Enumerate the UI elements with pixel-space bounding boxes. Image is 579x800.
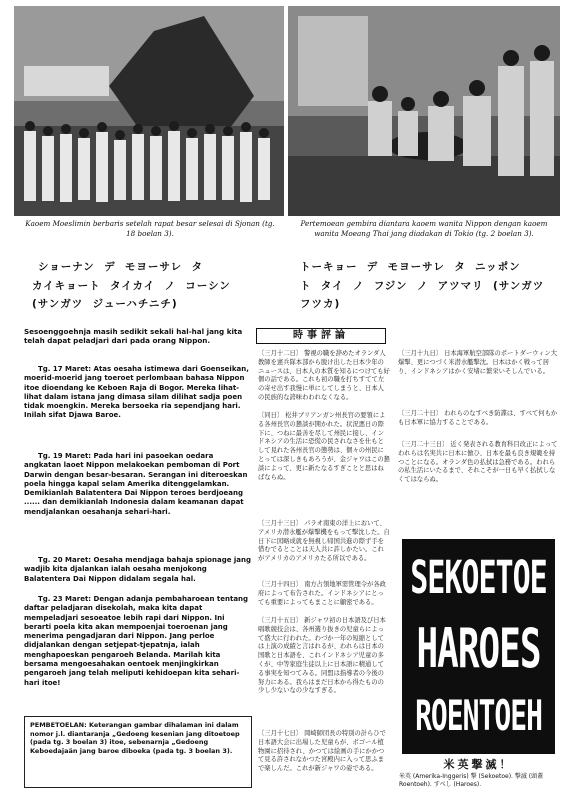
left-headline-line3: (サンガツ ジューハチニチ) <box>32 298 178 310</box>
propaganda-poster <box>402 539 555 754</box>
paragraph-body: Pada hari ini pasoekan oedara angkatan laoet Nippon melakoekan pemboman di Port Darwin dengan besar-besaran. Serangan ini diteroeskan poela hingga kapal selam Amerika ditenggelamkan. Demikianlah Balatentera Dai Nippon teroes berdjoeang ...... dan demikianlah Indonesia dalam keamanan dapat mendjalankan oesahanja sehari-hari. <box>24 452 248 516</box>
paragraph-date: Tg. 19 Maret: <box>38 452 92 460</box>
column-item-mar23: 〔三月二十三日〕 近く発表される教育科目改正によってわれらは名実共に日本に倣ひ、日本を最も良き規範を持つことになる。オランダ色の払拭は急務である。われらの私生活にいたるまで、それこそが一日も早く払拭しなくてはならぬ。 <box>398 441 558 484</box>
paragraph-date: Tg. 17 Maret: <box>38 365 92 373</box>
paragraph-body: Dengan adanja pembaharoean tentang daftar peladjaran disekolah, maka kita dapat mempeladjari sesoeatoe lebih rapi dari Nippon. Ini berarti poela kita akan mempoenjai toeroenan jang menerima pengadjaran dari Nippon. Jang perloe didjalankan dengan setjepat-tjepatnja, ialah menghapoeskan pengaroeh Belanda. Marilah kita bersama mengoesahakan oentoek menjingkirkan pengaroeh jang telah meliputi kehidoepan kita sehari-hari itoe! <box>24 595 249 687</box>
poster-slogan: 米英撃滅！ <box>443 758 514 771</box>
column-item-mar15: 〔三月十五日〕 新ジャワ初の日本語及び日本唱歌競技会は、各州選り抜きの児童らによって盛大に行われた。わづか一年の短縮としては上演の成績と言はれるが、われらは日本の国歌と日本語を、これインドネシア児童の多くが、中等家庭生徒以上に日本語に精通してる事実を知つてみる。同盟は指導者の今後の努力にある。我らはまだ日本から得たものの少し少ないなの少なすぎる。 <box>258 617 386 695</box>
left-headline-line2: カイキョート タイカイ ノ コーシン <box>32 280 231 292</box>
right-headline-line3: フツカ) <box>300 298 341 310</box>
column-item-mar13: 〔三月十三日〕 パラオ南東の洋上において、アメリカ潜水艦が爆撃機をもって撃沈した。自日下に図略成就を無視し帰国共進の際ず手を惜むでるとことは天人共に許しかたい。これがアメリカのアメリカたる所以である。 <box>258 520 390 563</box>
column-item-mar20: 〔三月二十日〕 われらのなすべき防諜は、すべて何もかも日本軍に協力することである。 <box>398 410 558 426</box>
poster-slogan-note: 米英 (Amerika-Inggeris) 撃 (Sekoetoe). 撃滅 (頭蓋 Roentoeh). すべし (Haroes). <box>399 773 544 788</box>
paragraph-mar19 <box>24 452 252 517</box>
correction-label: PEMBETOELAN: <box>30 721 87 729</box>
left-headline-line1: ショーナン デ モヨーサレ タ <box>38 261 203 273</box>
left-photo-caption: Kaoem Moeslimin berbaris setelah rapat besar selesai di Sjonan (tg. 18 boelan 3). <box>25 219 275 238</box>
right-headline-line2: ト タイ ノ フジン ノ アツマリ (サンガツ <box>300 280 545 292</box>
photo-muslim-rally <box>14 6 284 216</box>
paragraph-mar23 <box>24 595 252 688</box>
paragraph-date: Tg. 20 Maret: <box>38 556 92 564</box>
paragraph-date: Tg. 23 Maret: <box>38 595 92 603</box>
right-headline-line1: トーキョー デ モヨーサレ タ ニッポン <box>300 261 521 273</box>
paragraph-body: Atas oesaha istimewa dari Goenseikan, moerid-moerid jang toeroet perlombaan bahasa Nippon itoe dioendang ke Keboen Raja di Bogor. Mereka lihat-lihat dalam istana jang dimasa silam dilihat sadja poen tidak moengkin. Mereka bersoeka ria sependjang hari. Inilah sifat Djawa Baroe. <box>24 365 249 420</box>
column-item-mar19: 〔三月十九日〕 日本海軍航空部隊のポートダーウィン大爆撃、更につづく米潜水艦撃沈。日本はかく戦って居り、インドネシアはかく安堵に繁栄いそしんでいる。 <box>398 350 558 375</box>
column-item-mar14: 〔三月十四日〕 南方占領地軍需管理令が各政府によって布告された。インドネシアにとっても重要によってもまことに顧密である。 <box>258 581 386 606</box>
column-heading: 時事評論 <box>256 328 386 344</box>
poster-word-1: SEKOETOE <box>410 552 547 605</box>
paragraph-body: Oesaha mendjaga bahaja spionage jang wadjib kita djalankan ialah oesaha menjokong Balatentera Dai Nippon didalam segala hal. <box>24 556 252 583</box>
photo-women-meeting <box>288 6 560 216</box>
column-item-same-day: 〔同日〕 松井ブリアンガン州長官の要領による各州長官の懇談が開かれた。状況悪日の際下に、つねに最善を尽して州民に接し、インドネシアの生活に恐慌の民されなさを仕もとして見れた各州長官の態勢は、個々の州民にとっては深しきもあろうが、金ジャワはこの懇談によって、更に新たなるすぎことと思はねばならぬ。 <box>258 412 390 481</box>
paragraph-mar17 <box>24 365 252 421</box>
intro-text: Sesoenggoehnja masih sedikit sekali hal-hal jang kita telah dapat peladjari dari pada orang Nippon. <box>24 327 243 346</box>
column-item-mar12: 〔三月十二日〕 警視の職を辞めたオランダ人教師を憲兵隊本部から脱け出した日本少年のニュースは、日本人の本質を知るにつけても好個の話である。これも初の職を打ちすてて左の寄せ出す我慢に単にしてしまうと、日本人の民族的な誇味わわれなくなる。 <box>258 350 390 401</box>
poster-word-2: HAROES <box>416 618 541 681</box>
correction-note <box>24 716 252 788</box>
right-photo-caption: Pertemoean gembira diantara kaoem wanita Nippon dengan kaoem wanita Moeang Thai jang diadakan di Tokio (tg. 2 boelan 3). <box>300 219 548 238</box>
correction-text: Keterangan gambar dihalaman ini dalam nomor j.l. diantaranja „Gedoeng kesenian jang ditoetoep (pada tg. 3 boelan 3) itoe, sebenarnja „Gedoeng Keboedajaän jang baroe diboeka (pada tg. 3 boelan 3). <box>30 721 240 755</box>
poster-word-3: ROENTOEH <box>415 690 542 741</box>
paragraph-mar20 <box>24 556 252 584</box>
column-item-mar17: 〔三月十七日〕 岡崎師団長の特別の計らひで日本語大会に出場した児童らが、ボゴール植物園に招待され、かつては絵画の手にかかつて見る許されなかつた宮殿内に入って思ふまで楽しんだ。これが新ジャワの姿である。 <box>258 730 386 773</box>
